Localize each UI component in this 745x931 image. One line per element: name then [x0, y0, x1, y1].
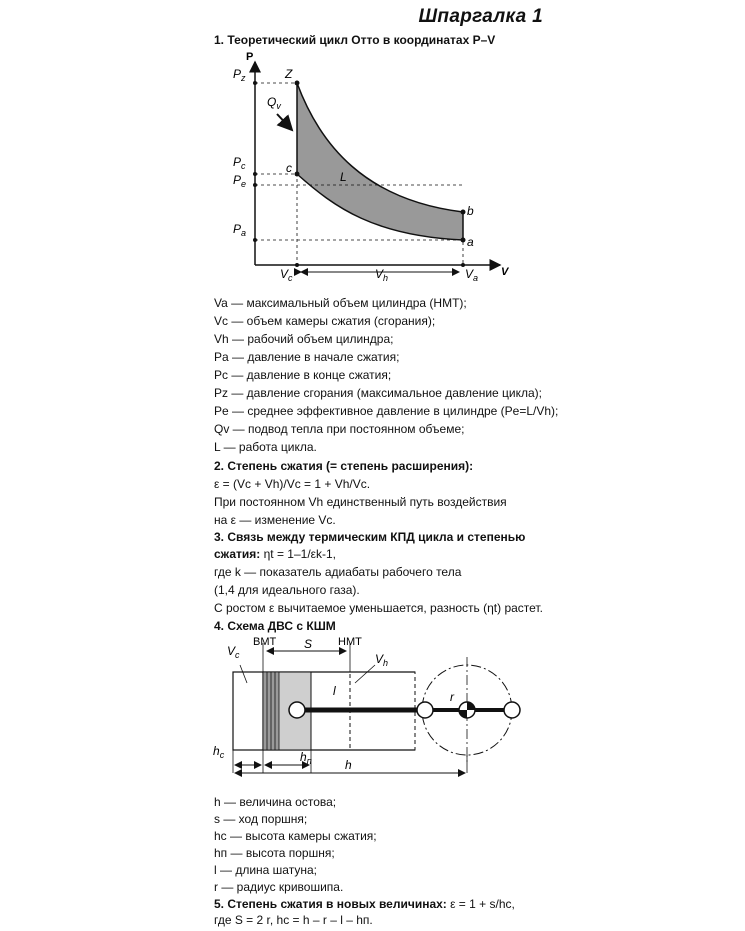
section-3-heading: 3. Связь между термическим КПД цикла и степенью: [214, 530, 526, 544]
va-sub: a: [473, 273, 479, 283]
section-3-text-1: где k — показатель адиабаты рабочего тела: [214, 565, 462, 579]
nmt-label: НМТ: [338, 636, 362, 648]
pc-sub: c: [241, 161, 246, 171]
section-2-text-1: При постоянном Vh единственный путь воздействия: [214, 495, 507, 509]
point-z-label: Z: [285, 67, 293, 81]
pc-label: P: [233, 155, 242, 169]
vc-sub: c: [288, 273, 293, 283]
hc-label: h: [213, 744, 220, 758]
va-label: V: [465, 267, 474, 281]
section-5-line: [214, 897, 515, 911]
svg-text:Vh: [375, 652, 388, 668]
vc-label: V: [280, 267, 289, 281]
pz-tick: [253, 81, 257, 85]
compression-ratio-formula: ε = (Vc + Vh)/Vc = 1 + Vh/Vc.: [214, 477, 371, 491]
crank-radius-label: r: [450, 690, 454, 704]
pz-sub: z: [241, 73, 246, 83]
legend-pz: Pz — давление сгорания (максимальное давление цикла);: [214, 386, 543, 400]
legend-l: L — работа цикла.: [214, 440, 317, 454]
pv-diagram: [225, 50, 525, 290]
point-b-label: b: [467, 204, 474, 218]
pa-label: P: [233, 222, 242, 236]
pe-sub: e: [241, 179, 247, 189]
section-3-heading-cont: сжатия:: [214, 547, 261, 561]
svg-text:Pz: [233, 67, 246, 83]
svg-text:Va: [465, 267, 478, 283]
piston-pin: [289, 702, 305, 718]
qv-arrow: [277, 114, 292, 130]
section-2-heading: 2. Степень сжатия (= степень расширения):: [214, 459, 474, 473]
svg-text:Vh: [375, 267, 388, 283]
vc-label: V: [227, 644, 236, 658]
vh-sub: h: [383, 658, 389, 668]
crank-pin-left: [417, 702, 433, 718]
pz-label: P: [233, 67, 242, 81]
efficiency-line: [214, 547, 336, 561]
qv-label: Q: [267, 95, 277, 109]
vh-sub: h: [383, 273, 389, 283]
vmt-label: ВМТ: [253, 636, 277, 648]
hp-sub: п: [306, 756, 312, 766]
legend-pa: Pa — давление в начале сжатия;: [214, 350, 400, 364]
engine-scheme: [205, 635, 530, 780]
pc-tick: [253, 172, 257, 176]
legend-s: s — ход поршня;: [214, 812, 308, 826]
vc-sub: c: [235, 650, 240, 660]
svg-text:hc: [213, 744, 225, 760]
section-1-heading: 1. Теоретический цикл Отто в координатах P–V: [214, 33, 496, 47]
section-2-text-2: на ε — изменение Vc.: [214, 513, 336, 527]
legend-qv: Qv — подвод тепла при постоянном объеме;: [214, 422, 465, 436]
vc-tick: [295, 263, 299, 267]
rod-length-label: l: [333, 684, 336, 698]
legend-va: Va — максимальный объем цилиндра (НМТ);: [214, 296, 467, 310]
legend-hc: hc — высота камеры сжатия;: [214, 829, 377, 843]
point-c-label: c: [286, 161, 292, 175]
svg-text:Vc: [280, 267, 293, 283]
legend-h: h — величина остова;: [214, 795, 337, 809]
section-5-text: где S = 2 r, hc = h – r – l – hп.: [214, 913, 373, 927]
efficiency-formula: ηt = 1–1/εk-1,: [263, 547, 337, 561]
point-a-label: a: [467, 235, 474, 249]
pe-tick: [253, 183, 257, 187]
svg-text:hп: [300, 750, 312, 766]
work-label: L: [340, 170, 347, 184]
legend-vc: Vc — объем камеры сжатия (сгорания);: [214, 314, 436, 328]
section-5-formula: ε = 1 + s/hc,: [450, 897, 515, 911]
svg-text:Vc: [227, 644, 240, 660]
vh-label: V: [375, 652, 384, 666]
section-3-text-3: С ростом ε вычитаемое уменьшается, разность (ηt) растет.: [214, 601, 543, 615]
cylinder-head: [233, 672, 263, 750]
pe-label: P: [233, 173, 242, 187]
legend-r: r — радиус кривошипа.: [214, 880, 344, 894]
legend-hp: hп — высота поршня;: [214, 846, 335, 860]
legend-vh: Vh — рабочий объем цилиндра;: [214, 332, 394, 346]
point-z-dot: [295, 81, 300, 86]
point-c-dot: [295, 172, 300, 177]
svg-text:Pa: [233, 222, 246, 238]
legend-pc: Pc — давление в конце сжатия;: [214, 368, 392, 382]
section-3-text-2: (1,4 для идеального газа).: [214, 583, 360, 597]
cycle-area: [297, 83, 463, 240]
crank-pin-right: [504, 702, 520, 718]
page-title: Шпаргалка 1: [418, 6, 543, 27]
point-a-dot: [461, 238, 466, 243]
point-b-dot: [461, 210, 466, 215]
hp-label: h: [300, 750, 307, 764]
section-5-heading: 5. Степень сжатия в новых величинах:: [214, 897, 447, 911]
h-label: h: [345, 758, 352, 772]
hc-sub: c: [219, 750, 225, 760]
legend-l: l — длина шатуна;: [214, 863, 317, 877]
pa-tick: [253, 238, 257, 242]
axis-v-label: V: [501, 266, 509, 278]
pa-sub: a: [241, 228, 247, 238]
vh-label: V: [375, 267, 384, 281]
axis-p-label: P: [246, 51, 254, 63]
legend-pe: Pe — среднее эффективное давление в цилиндре (Pe=L/Vh);: [214, 404, 559, 418]
svg-text:Pe: [233, 173, 246, 189]
svg-text:Qv: [267, 95, 281, 111]
svg-text:Pc: [233, 155, 246, 171]
section-4-heading: 4. Схема ДВС с КШМ: [214, 619, 336, 633]
qv-sub: v: [276, 101, 281, 111]
stroke-label: S: [304, 637, 313, 651]
